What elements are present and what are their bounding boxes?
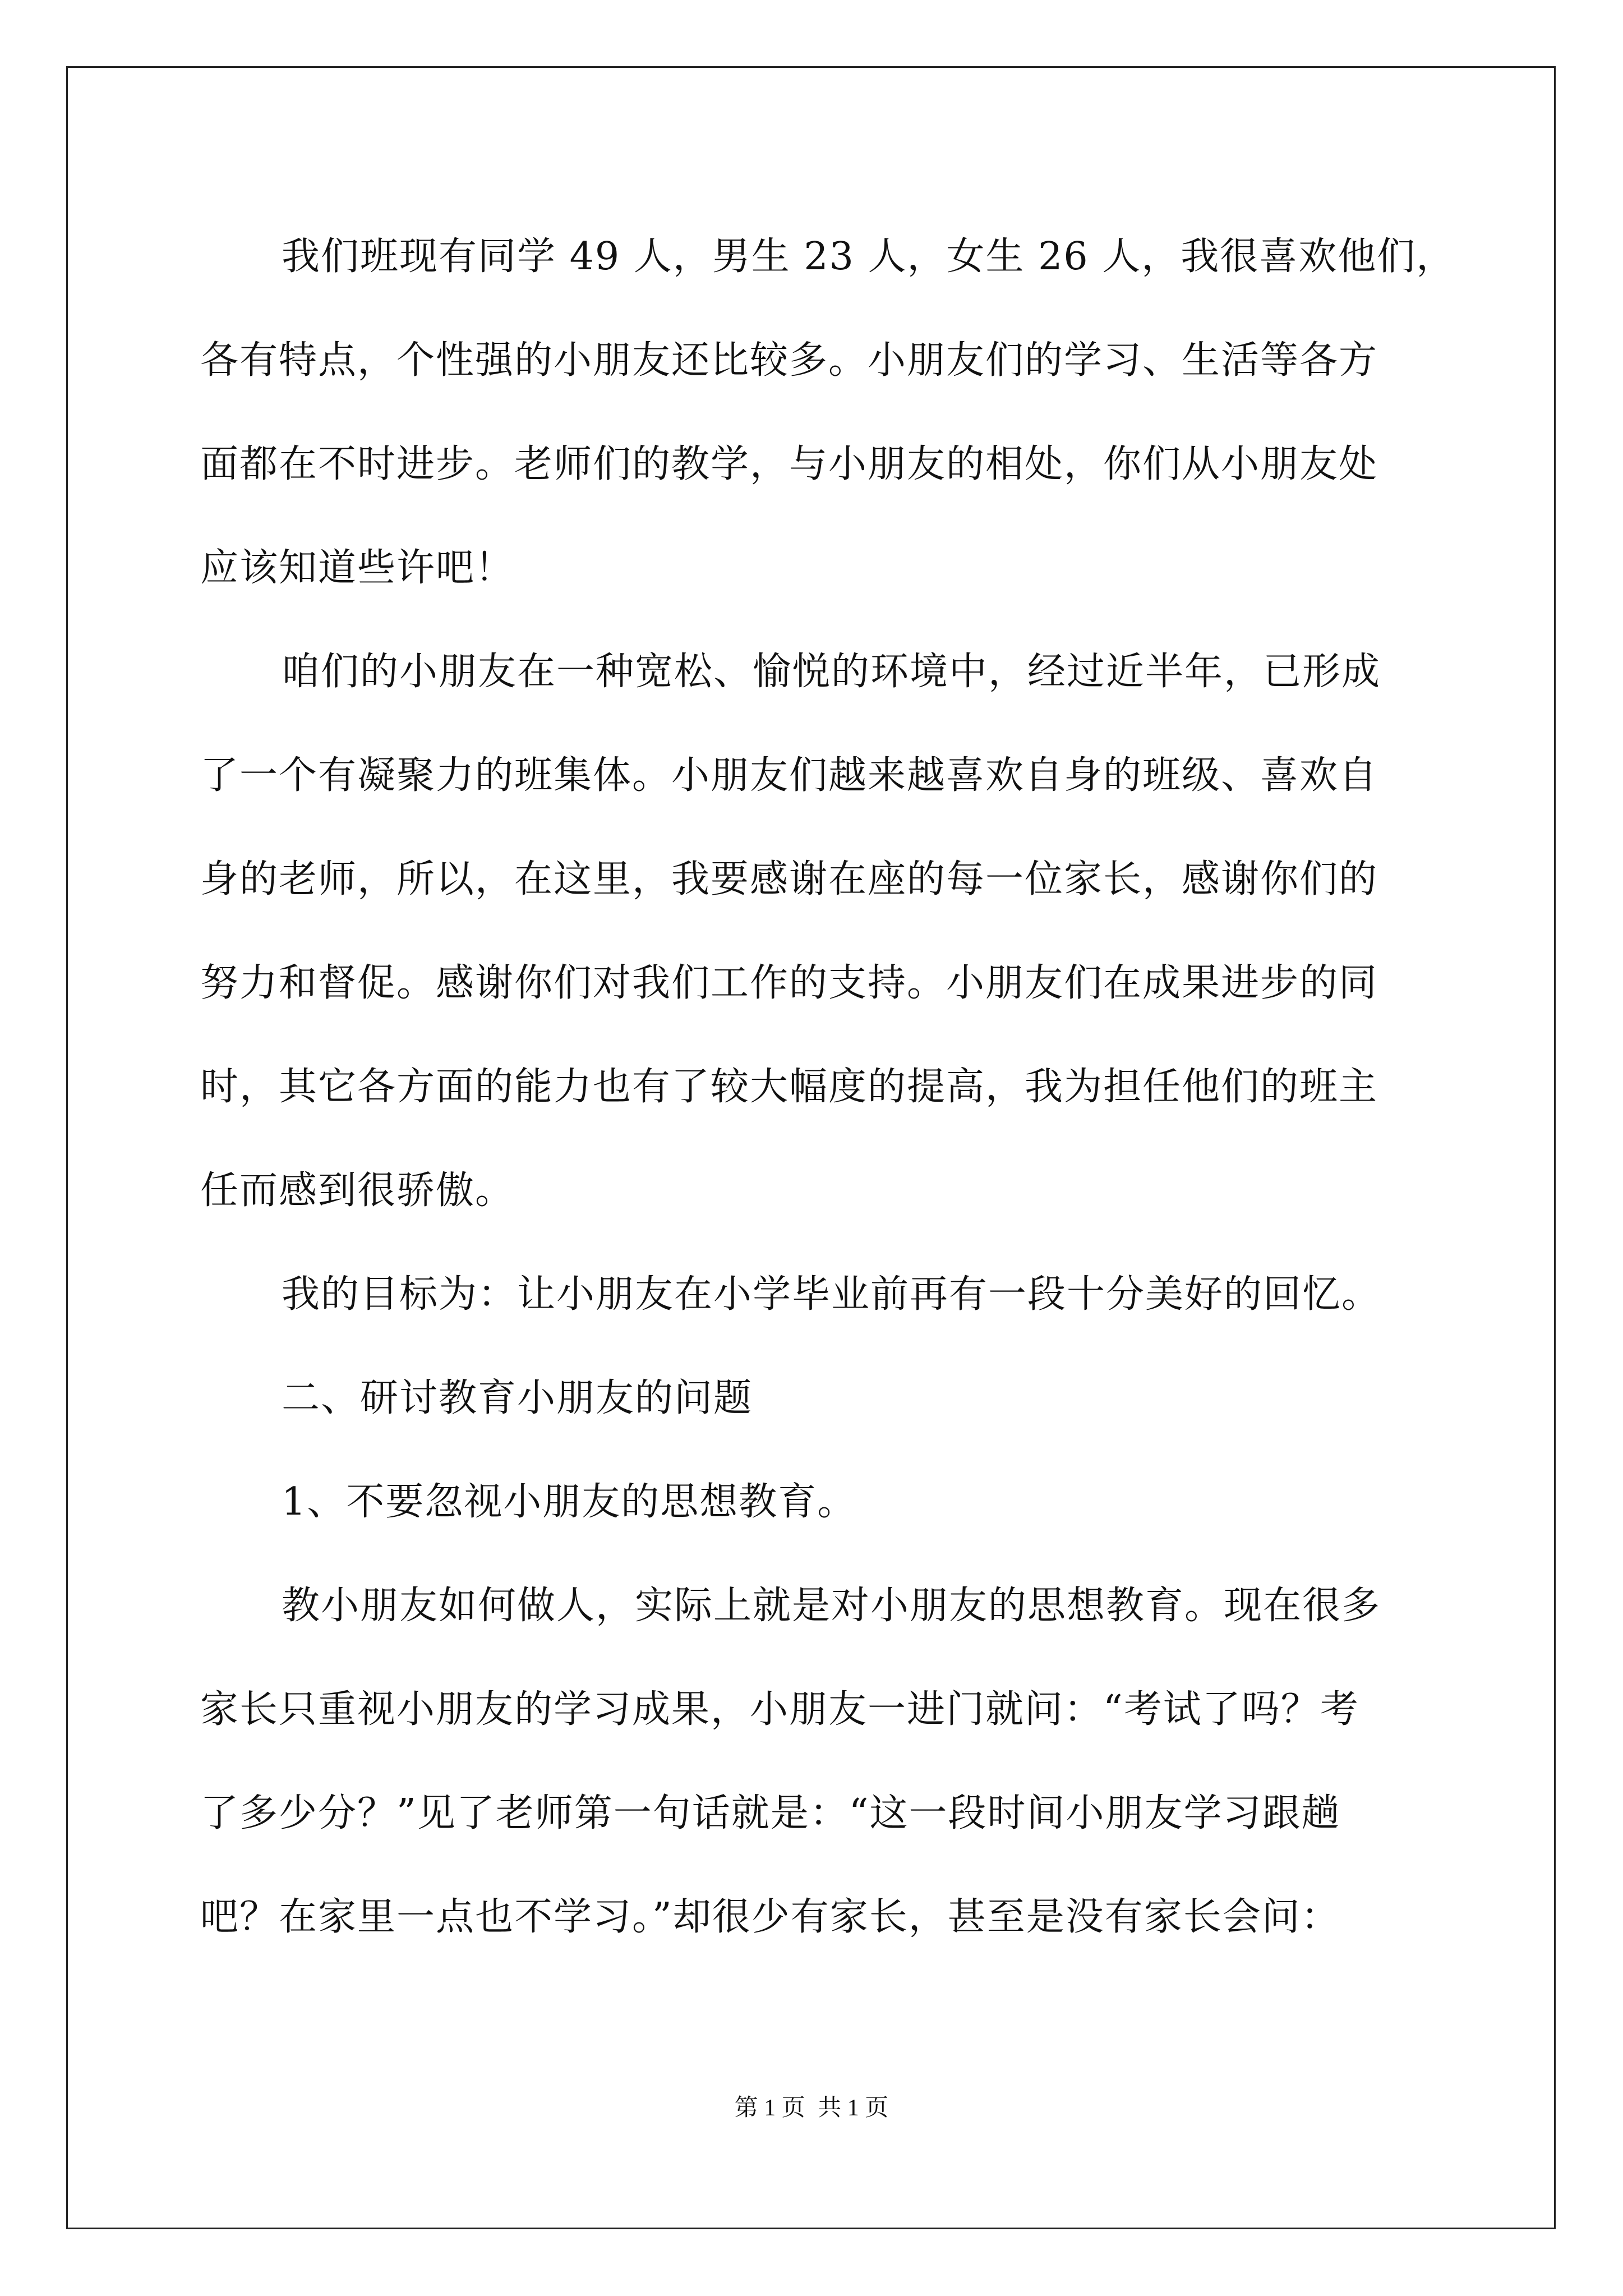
paragraph-2-line-4: 努力和督促。感谢你们对我们工作的支持。小朋友们在成果进步的同 [200, 961, 1378, 1005]
paragraph-4-line-1: 教小朋友如何做人，实际上就是对小朋友的思想教育。现在很多 [282, 1584, 1381, 1628]
paragraph-3-line-1: 我的目标为：让小朋友在小学毕业前再有一段十分美好的回忆。 [282, 1272, 1381, 1317]
page-number-total: 共 1 页 [818, 2095, 889, 2121]
paragraph-1-line-3: 面都在不时进步。老师们的教学，与小朋友的相处，你们从小朋友处 [200, 442, 1378, 486]
paragraph-4-line-4: 吧？在家里一点也不学习。”却很少有家长，甚至是没有家长会问： [200, 1895, 1340, 1939]
paragraph-4-line-3: 了多少分？”见了老师第一句话就是：“这一段时间小朋友学习跟趟 [200, 1791, 1341, 1835]
page-footer [0, 2091, 1623, 2125]
paragraph-1-line-4: 应该知道些许吧！ [200, 546, 515, 590]
paragraph-1-line-2: 各有特点，个性强的小朋友还比较多。小朋友们的学习、生活等各方 [200, 338, 1378, 383]
subsection-heading: 1、不要忽视小朋友的思想教育。 [282, 1480, 857, 1524]
paragraph-2-line-1: 咱们的小朋友在一种宽松、愉悦的环境中，经过近半年，已形成 [282, 650, 1381, 694]
paragraph-2-line-5: 时，其它各方面的能力也有了较大幅度的提高，我为担任他们的班主 [200, 1065, 1378, 1109]
paragraph-2-line-6: 任而感到很骄傲。 [200, 1168, 515, 1213]
document-body [200, 205, 1456, 1969]
paragraph-2-line-3: 身的老师，所以，在这里，我要感谢在座的每一位家长，感谢你们的 [200, 857, 1378, 901]
paragraph-1-line-1: 我们班现有同学 49 人，男生 23 人，女生 26 人，我很喜欢他们， [282, 234, 1456, 279]
page-number-current: 第 1 页 [734, 2095, 805, 2121]
paragraph-4-line-2: 家长只重视小朋友的学习成果，小朋友一进门就问：“考试了吗？考 [200, 1687, 1359, 1732]
section-heading: 二、研讨教育小朋友的问题 [282, 1376, 753, 1420]
paragraph-2-line-2: 了一个有凝聚力的班集体。小朋友们越来越喜欢自身的班级、喜欢自 [200, 753, 1378, 798]
